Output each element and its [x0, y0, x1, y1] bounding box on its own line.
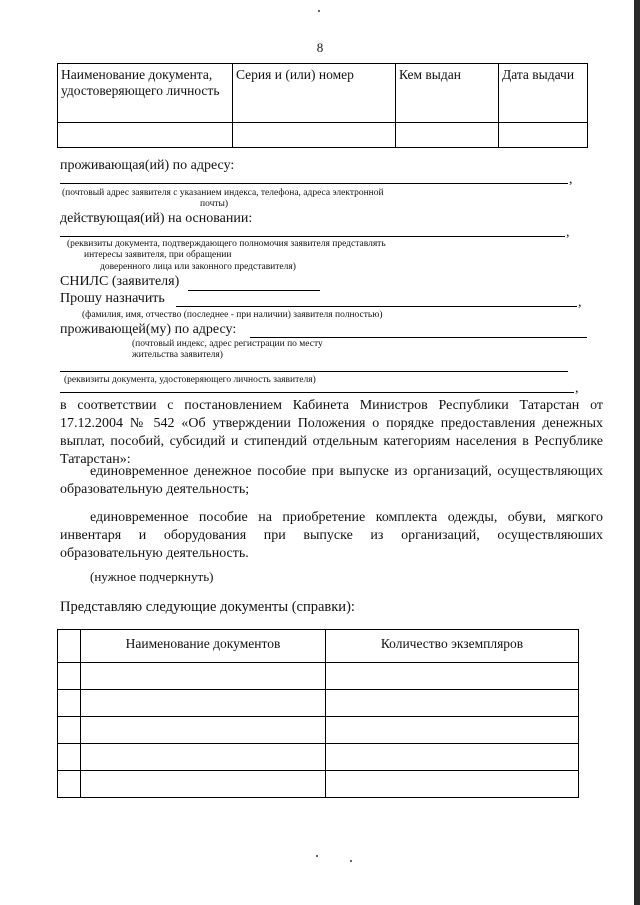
table-cell[interactable]: [326, 771, 579, 798]
snils-label: СНИЛС (заявителя): [60, 274, 180, 289]
identity-document-table: [57, 63, 588, 148]
header-issued-by: Кем выдан: [396, 64, 499, 123]
basis-hint: (реквизиты документа, подтверждающего полномочия заявителя представлять: [67, 239, 386, 249]
legal-basis-paragraph: в соответствии с постановлением Кабинета Министров Республики Татарстан от 17.12.2004 № 542 «Об утверждении Положения о порядке предоставления денежных выплат, пособий, субсидий и стипендий отдельным категориям населения в Республике Татарстан»:: [60, 398, 603, 467]
comma: ,: [569, 172, 573, 187]
table-row: [58, 123, 588, 148]
request-label: Прошу назначить: [60, 291, 165, 306]
table-cell[interactable]: [81, 690, 326, 717]
scan-speck: [350, 860, 352, 862]
page-number: 8: [316, 40, 324, 55]
table-cell[interactable]: [326, 663, 579, 690]
address-field-line[interactable]: [60, 183, 568, 184]
table-cell[interactable]: [326, 744, 579, 771]
residing-hint-cont: жительства заявителя): [132, 350, 223, 360]
snils-field-line[interactable]: [188, 290, 320, 291]
table-cell[interactable]: [499, 123, 588, 148]
documents-table: [57, 629, 579, 798]
table-cell[interactable]: [58, 690, 81, 717]
table-cell[interactable]: [58, 744, 81, 771]
table-row: [58, 771, 579, 798]
address-label: проживающая(ий) по адресу:: [60, 158, 235, 173]
option-clothing-allowance[interactable]: единовременное пособие на приобретение комплекта одежды, обуви, мягкого инвентаря и оборудования при выпуске из организаций, осуществляюших образовательную деятельность.: [60, 510, 603, 561]
residing-field-line[interactable]: [250, 337, 587, 338]
residing-hint: (почтовый индекс, адрес регистрации по месту: [132, 339, 323, 349]
table-cell[interactable]: [81, 717, 326, 744]
scan-speck: [318, 10, 320, 12]
table-header-row: [58, 64, 588, 123]
table-row: [58, 717, 579, 744]
id-document-hint: (реквизиты документа, удостоверяющего личность заявителя): [64, 375, 316, 385]
basis-label: действующая(ий) на основании:: [60, 211, 253, 226]
table-cell[interactable]: [58, 663, 81, 690]
underline-note: (нужное подчеркнуть): [90, 569, 214, 584]
comma: ,: [578, 295, 582, 310]
table-cell[interactable]: [58, 123, 233, 148]
table-cell[interactable]: [326, 690, 579, 717]
table-cell[interactable]: [58, 771, 81, 798]
basis-hint-cont2: доверенного лица или законного представителя): [100, 262, 296, 272]
table-cell[interactable]: [326, 717, 579, 744]
table-cell[interactable]: [81, 663, 326, 690]
basis-hint-cont: интересы заявителя, при обращении: [84, 250, 232, 260]
header-document-name: Наименование документа, удостоверяющего личность: [58, 64, 233, 123]
table-row: [58, 744, 579, 771]
table-cell[interactable]: [58, 717, 81, 744]
basis-field-line[interactable]: [60, 236, 565, 237]
header-issue-date: Дата выдачи: [499, 64, 588, 123]
residing-label: проживающей(му) по адресу:: [60, 322, 237, 337]
id-document-field-line[interactable]: [60, 392, 574, 393]
scan-speck: [316, 855, 318, 857]
residing-field-line-2[interactable]: [60, 371, 568, 372]
address-hint-cont: почты): [200, 199, 229, 209]
table-row: [58, 690, 579, 717]
header-series-number: Серия и (или) номер: [233, 64, 396, 123]
header-document-names: Наименование документов: [81, 630, 326, 663]
request-hint: (фамилия, имя, отчество (последнее - при наличии) заявителя полностью): [82, 310, 383, 320]
table-cell[interactable]: [81, 744, 326, 771]
header-copies-count: Количество экземпляров: [326, 630, 579, 663]
comma: ,: [575, 381, 579, 396]
table-row: [58, 663, 579, 690]
option-lump-sum-allowance[interactable]: единовременное денежное пособие при выпуске из организаций, осуществляющих образовательную деятельность;: [60, 464, 603, 497]
table-cell[interactable]: [396, 123, 499, 148]
table-cell[interactable]: [233, 123, 396, 148]
scan-edge-shadow: [634, 0, 640, 905]
table-header-row: [58, 630, 579, 663]
comma: ,: [566, 225, 570, 240]
request-field-line[interactable]: [176, 306, 577, 307]
documents-label: Представляю следующие документы (справки):: [60, 599, 355, 615]
table-cell: [58, 630, 81, 663]
table-cell[interactable]: [81, 771, 326, 798]
address-hint: (почтовый адрес заявителя с указанием индекса, телефона, адреса электронной: [62, 188, 384, 198]
